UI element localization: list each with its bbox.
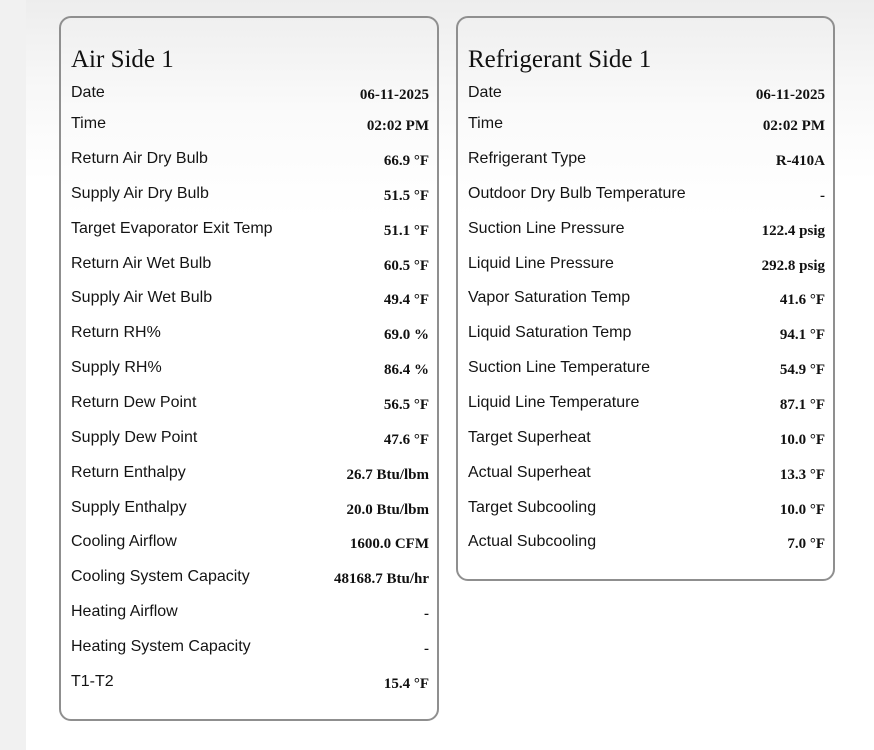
row-label: Supply RH% bbox=[71, 359, 162, 376]
row-value: 51.1 °F bbox=[383, 223, 429, 239]
row-label: Return Air Dry Bulb bbox=[71, 150, 208, 167]
row-label: Target Subcooling bbox=[468, 499, 597, 516]
row-label: Outdoor Dry Bulb Temperature bbox=[468, 185, 686, 202]
row-value: 7.0 °F bbox=[787, 536, 825, 552]
row-label: Heating System Capacity bbox=[71, 638, 251, 655]
row-value: 02:02 PM bbox=[762, 118, 825, 134]
row-value: - bbox=[820, 188, 825, 204]
row-label: Liquid Line Pressure bbox=[468, 255, 614, 272]
row-value: 56.5 °F bbox=[383, 397, 429, 413]
row-value: 69.0 % bbox=[384, 327, 429, 343]
row-label: Return RH% bbox=[71, 324, 161, 341]
ref-row-actual-subcooling bbox=[468, 533, 825, 563]
row-value: 02:02 PM bbox=[366, 118, 429, 134]
row-value: 60.5 °F bbox=[383, 258, 429, 274]
row-label: Target Evaporator Exit Temp bbox=[71, 220, 273, 237]
row-value: 20.0 Btu/lbm bbox=[346, 502, 429, 518]
row-value: 47.6 °F bbox=[383, 432, 429, 448]
row-label: Return Air Wet Bulb bbox=[71, 255, 212, 272]
ref-row-suction-line-temperature bbox=[468, 359, 825, 389]
row-value: 86.4 % bbox=[384, 362, 429, 378]
row-label: Liquid Line Temperature bbox=[468, 394, 640, 411]
row-label: Heating Airflow bbox=[71, 603, 178, 620]
row-value: 54.9 °F bbox=[779, 362, 825, 378]
air-row-supply-air-dry-bulb bbox=[71, 185, 429, 215]
row-label: Supply Air Wet Bulb bbox=[71, 289, 213, 306]
air-row-return-air-wet-bulb bbox=[71, 255, 429, 285]
row-label: Time bbox=[71, 115, 106, 132]
refrigerant-side-title: Refrigerant Side 1 bbox=[468, 46, 652, 73]
row-value: 94.1 °F bbox=[779, 327, 825, 343]
row-label: Time bbox=[468, 115, 503, 132]
row-label: Suction Line Temperature bbox=[468, 359, 651, 376]
row-label: Actual Superheat bbox=[468, 464, 591, 481]
row-value: 66.9 °F bbox=[383, 153, 429, 169]
row-value: 48168.7 Btu/hr bbox=[333, 571, 429, 587]
row-value: 87.1 °F bbox=[779, 397, 825, 413]
air-row-supply-enthalpy bbox=[71, 499, 429, 529]
row-label: Return Dew Point bbox=[71, 394, 197, 411]
ref-row-target-subcooling bbox=[468, 499, 825, 529]
row-value: 26.7 Btu/lbm bbox=[346, 467, 429, 483]
air-row-cooling-system-capacity bbox=[71, 568, 429, 598]
row-label: Return Enthalpy bbox=[71, 464, 186, 481]
air-row-cooling-airflow bbox=[71, 533, 429, 563]
ref-row-suction-line-pressure bbox=[468, 220, 825, 250]
ref-row-time bbox=[468, 115, 825, 145]
row-value: 13.3 °F bbox=[779, 467, 825, 483]
row-label: Date bbox=[468, 84, 502, 101]
ref-row-outdoor-dry-bulb-temperature bbox=[468, 185, 825, 215]
air-row-target-evaporator-exit-temp bbox=[71, 220, 429, 250]
row-value: 292.8 psig bbox=[761, 258, 825, 274]
row-value: 06-11-2025 bbox=[359, 87, 429, 103]
left-gutter bbox=[0, 0, 26, 750]
row-label: Supply Dew Point bbox=[71, 429, 198, 446]
ref-row-date bbox=[468, 84, 825, 114]
air-side-title: Air Side 1 bbox=[71, 46, 174, 73]
air-row-t1-t2 bbox=[71, 673, 429, 703]
row-label: Actual Subcooling bbox=[468, 533, 597, 550]
air-row-return-enthalpy bbox=[71, 464, 429, 494]
row-value: 10.0 °F bbox=[779, 432, 825, 448]
air-row-heating-system-capacity bbox=[71, 638, 429, 668]
row-value: 41.6 °F bbox=[779, 292, 825, 308]
air-row-time bbox=[71, 115, 429, 145]
row-label: Suction Line Pressure bbox=[468, 220, 625, 237]
row-value: 06-11-2025 bbox=[755, 87, 825, 103]
row-value: 51.5 °F bbox=[383, 188, 429, 204]
ref-row-refrigerant-type bbox=[468, 150, 825, 180]
ref-row-vapor-saturation-temp bbox=[468, 289, 825, 319]
air-row-supply-rh bbox=[71, 359, 429, 389]
row-label: Target Superheat bbox=[468, 429, 591, 446]
air-row-supply-air-wet-bulb bbox=[71, 289, 429, 319]
refrigerant-side-card bbox=[456, 16, 835, 581]
air-row-supply-dew-point bbox=[71, 429, 429, 459]
ref-row-liquid-line-temperature bbox=[468, 394, 825, 424]
row-value: 49.4 °F bbox=[383, 292, 429, 308]
ref-row-actual-superheat bbox=[468, 464, 825, 494]
air-row-return-rh bbox=[71, 324, 429, 354]
row-label: Date bbox=[71, 84, 105, 101]
row-label: Vapor Saturation Temp bbox=[468, 289, 631, 306]
row-label: Liquid Saturation Temp bbox=[468, 324, 632, 341]
row-value: 10.0 °F bbox=[779, 502, 825, 518]
row-value: 122.4 psig bbox=[761, 223, 825, 239]
ref-row-target-superheat bbox=[468, 429, 825, 459]
air-side-card bbox=[59, 16, 439, 721]
air-row-return-air-dry-bulb bbox=[71, 150, 429, 180]
air-row-heating-airflow bbox=[71, 603, 429, 633]
air-row-return-dew-point bbox=[71, 394, 429, 424]
row-label: T1-T2 bbox=[71, 673, 114, 690]
row-value: 1600.0 CFM bbox=[349, 536, 429, 552]
row-label: Supply Enthalpy bbox=[71, 499, 187, 516]
row-label: Supply Air Dry Bulb bbox=[71, 185, 209, 202]
ref-row-liquid-line-pressure bbox=[468, 255, 825, 285]
row-value: R-410A bbox=[775, 153, 825, 169]
air-row-date bbox=[71, 84, 429, 114]
row-value: - bbox=[424, 641, 429, 657]
row-value: - bbox=[424, 606, 429, 622]
ref-row-liquid-saturation-temp bbox=[468, 324, 825, 354]
row-label: Cooling Airflow bbox=[71, 533, 177, 550]
row-value: 15.4 °F bbox=[383, 676, 429, 692]
row-label: Cooling System Capacity bbox=[71, 568, 250, 585]
row-label: Refrigerant Type bbox=[468, 150, 586, 167]
